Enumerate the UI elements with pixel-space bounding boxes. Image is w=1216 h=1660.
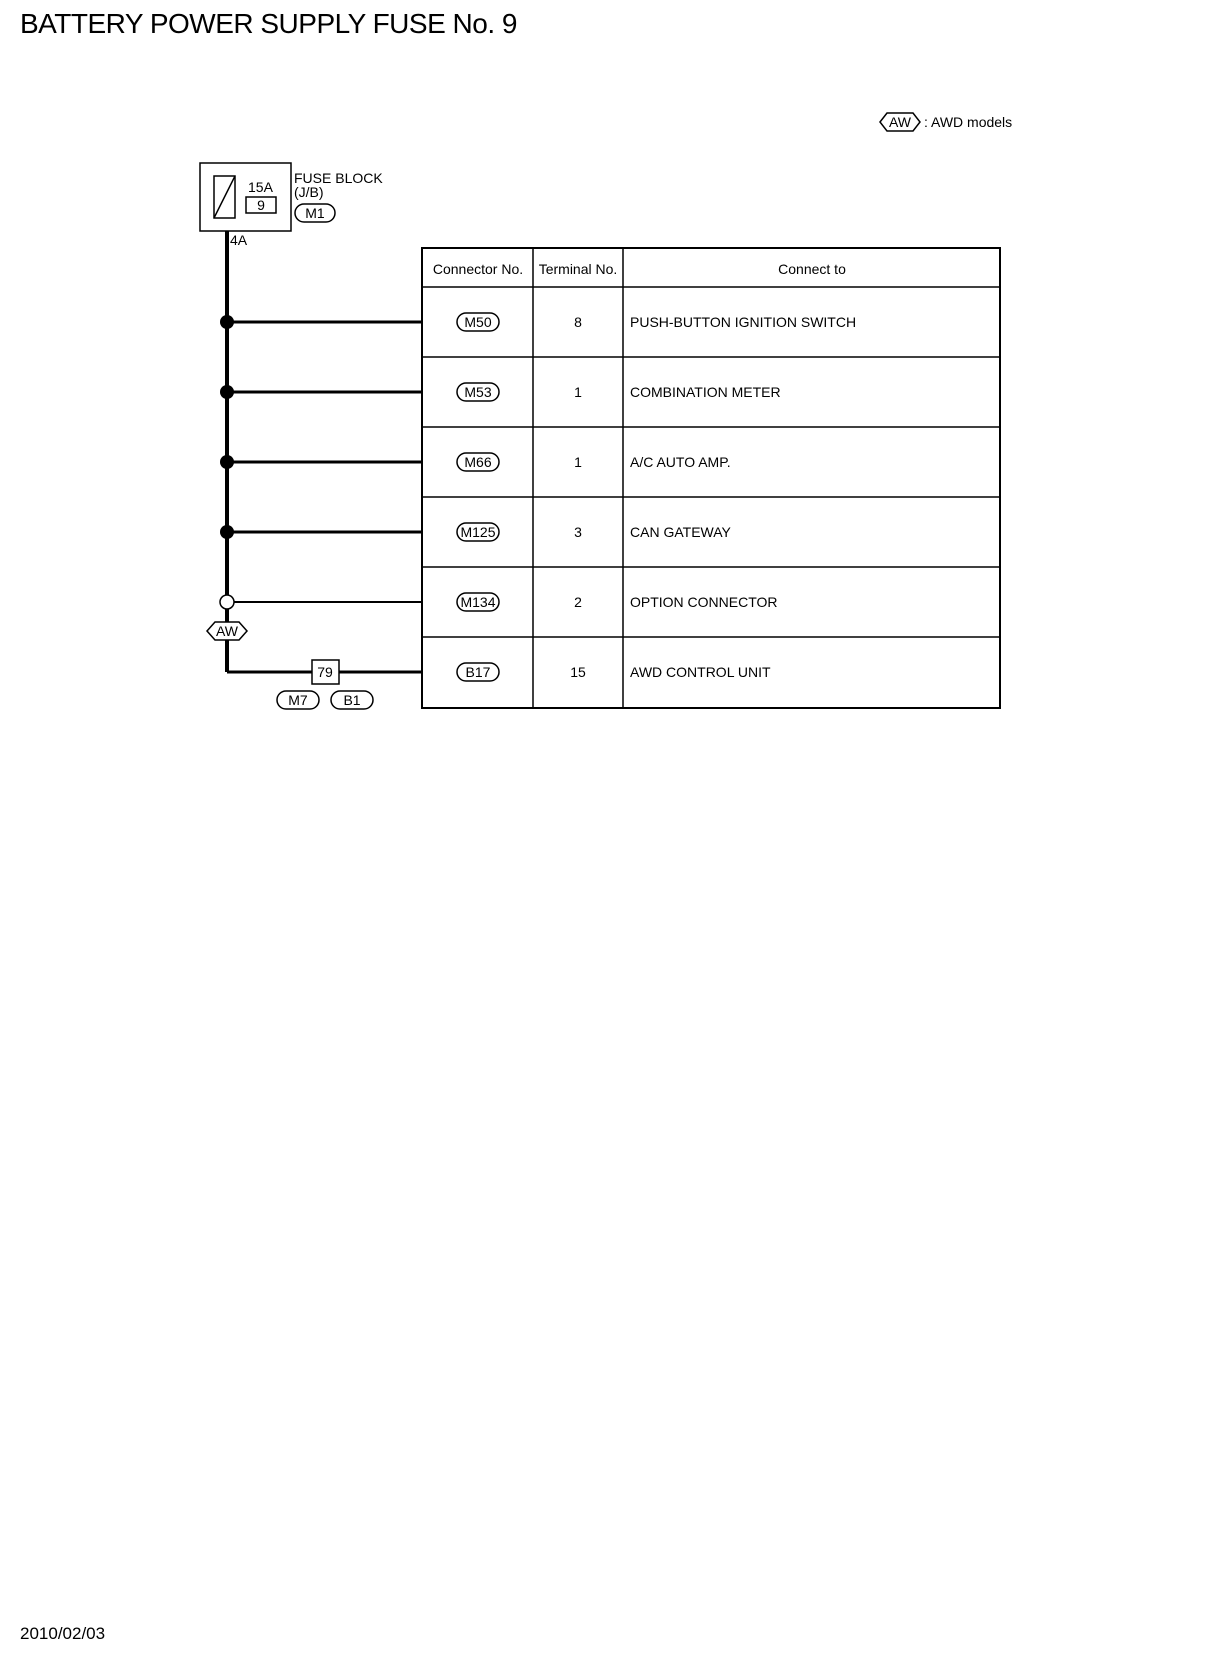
table-header-connector: Connector No. — [432, 261, 524, 277]
row-connector: M53 — [464, 384, 492, 400]
row-connector: B17 — [465, 664, 491, 680]
footer-date: 2010/02/03 — [20, 1624, 106, 1643]
joint-connector-b1: B1 — [343, 692, 361, 708]
fuse-rating: 15A — [248, 179, 273, 195]
row-connect-to: AWD CONTROL UNIT — [630, 664, 771, 680]
branch-wires — [220, 315, 422, 672]
row-connector: M125 — [460, 524, 496, 540]
fuse-block-label: FUSE BLOCK — [294, 170, 383, 186]
fuse-element — [214, 176, 235, 218]
row-terminal: 1 — [574, 384, 582, 400]
row-connector: M134 — [460, 594, 496, 610]
splice-m125 — [220, 525, 234, 539]
row-connect-to: OPTION CONNECTOR — [630, 594, 778, 610]
awd-option-code: AW — [215, 623, 239, 639]
row-terminal: 8 — [574, 314, 582, 330]
legend-option-code: AW — [888, 114, 912, 130]
row-terminal: 15 — [570, 664, 586, 680]
splice-m66 — [220, 455, 234, 469]
splice-m53 — [220, 385, 234, 399]
legend — [880, 113, 1012, 131]
row-connector: M50 — [464, 314, 492, 330]
awd-branch — [207, 622, 373, 709]
fuse-terminal: 4A — [230, 232, 248, 248]
row-connect-to: PUSH-BUTTON IGNITION SWITCH — [630, 314, 857, 330]
table-header-terminal: Terminal No. — [538, 261, 618, 277]
fuse-number: 9 — [257, 197, 265, 213]
table-header-connect-to: Connect to — [778, 261, 846, 277]
row-connect-to: COMBINATION METER — [630, 384, 781, 400]
row-terminal: 1 — [574, 454, 582, 470]
legend-text: : AWD models — [924, 114, 1013, 130]
row-connector: M66 — [464, 454, 492, 470]
joint-connector-m7: M7 — [288, 692, 308, 708]
page-title: BATTERY POWER SUPPLY FUSE No. 9 — [20, 8, 517, 39]
row-terminal: 2 — [574, 594, 582, 610]
row-connect-to: A/C AUTO AMP. — [630, 454, 731, 470]
fuse-connector: M1 — [305, 205, 325, 221]
splice-m50 — [220, 315, 234, 329]
fuse-block-sub: (J/B) — [294, 184, 324, 200]
splice-m134-open — [220, 595, 234, 609]
joint-terminal: 79 — [317, 664, 333, 680]
row-connect-to: CAN GATEWAY — [630, 524, 731, 540]
row-terminal: 3 — [574, 524, 582, 540]
connector-table — [422, 248, 1000, 708]
